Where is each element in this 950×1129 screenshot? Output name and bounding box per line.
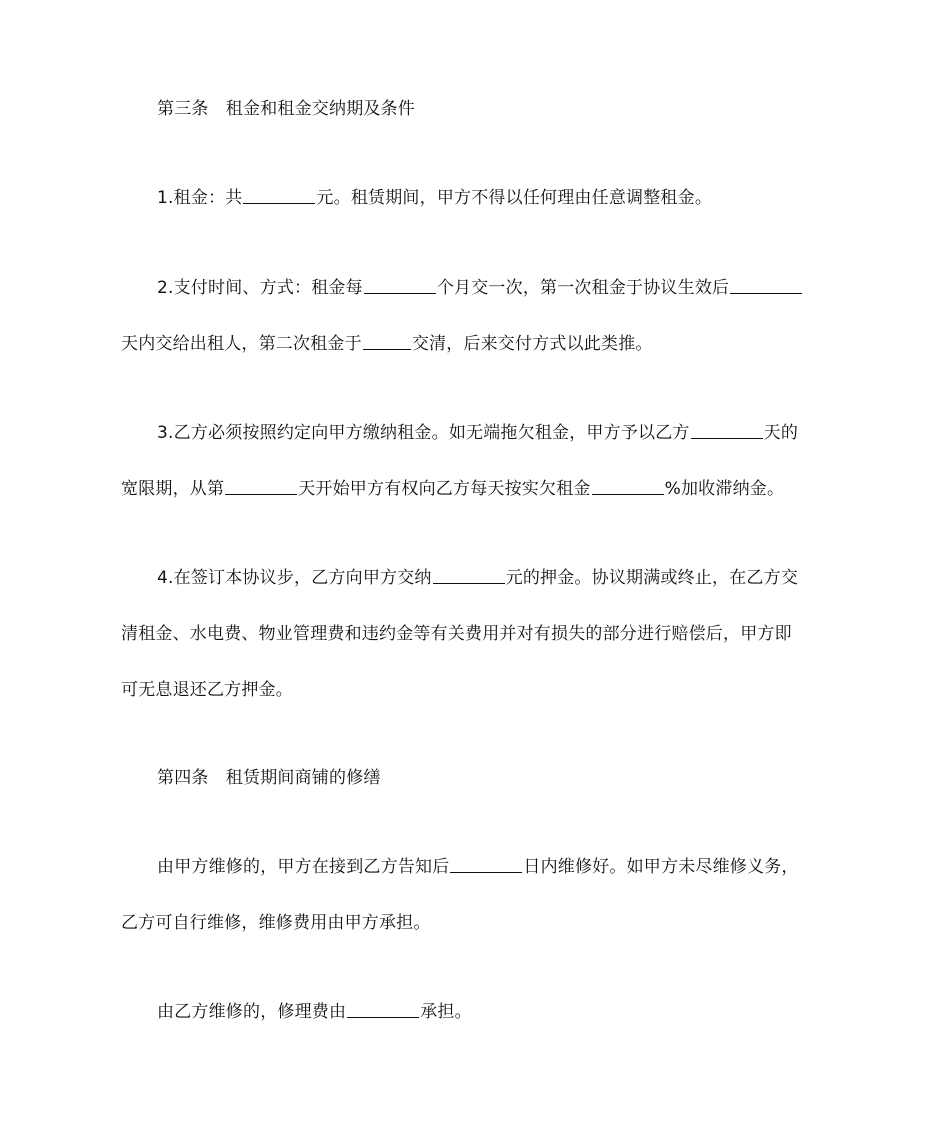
fill-blank [243,187,315,204]
clause-text: 元。租赁期间，甲方不得以任何理由任意调整租金。 [316,188,713,208]
clause-text: 天开始甲方有权向乙方每天按实欠租金 [298,479,591,499]
clause-deposit-line1 [157,566,798,590]
clause-text: 日内维修好。如甲方未尽维修义务， [523,857,799,877]
fill-blank [364,277,436,294]
clause-text: 由甲方维修的，甲方在接到乙方告知后 [157,857,450,877]
fill-blank [450,856,522,873]
clause-text: 交清，后来交付方式以此类推。 [411,334,653,354]
fill-blank [433,567,505,584]
clause-landlord-repair-line1 [157,855,799,879]
fill-blank [347,1001,419,1018]
clause-tenant-repair [157,1000,472,1024]
clause-text: 3.乙方必须按照约定向甲方缴纳租金。如无端拖欠租金，甲方予以乙方 [157,423,690,443]
fill-blank [730,277,802,294]
clause-rent-amount [157,186,712,210]
clause-late-payment-line2 [121,477,784,501]
fill-blank [592,478,664,495]
section-heading-text: 第三条 租金和租金交纳期及条件 [157,99,415,119]
clause-text: %加收滞纳金。 [664,479,785,499]
fill-blank [225,478,297,495]
clause-text: 宽限期，从第 [121,479,225,499]
clause-deposit-line2 [121,622,792,646]
clause-text: 承担。 [420,1002,472,1022]
clause-landlord-repair-line2 [121,911,431,935]
clause-text: 2.支付时间、方式：租金每 [157,278,363,298]
clause-payment-line2 [121,332,653,356]
clause-text: 元的押金。协议期满或终止，在乙方交 [505,568,799,588]
clause-text: 4.在签订本协议步，乙方向甲方交纳 [157,568,432,588]
clause-text: 清租金、水电费、物业管理费和违约金等有关费用并对有损失的部分进行赔偿后，甲方即 [121,624,792,644]
clause-text: 乙方可自行维修，维修费用由甲方承担。 [121,913,431,933]
clause-text: 1.租金：共 [157,188,243,208]
section-heading-4 [157,766,381,790]
clause-text: 天的 [763,423,799,443]
clause-late-payment-line1 [157,421,798,445]
section-heading-text: 第四条 租赁期间商铺的修缮 [157,768,381,788]
section-heading-3 [157,97,415,121]
clause-text: 由乙方维修的，修理费由 [157,1002,347,1022]
clause-text: 天内交给出租人，第二次租金于 [121,334,362,354]
clause-text: 可无息退还乙方押金。 [121,680,293,700]
fill-blank [363,333,411,350]
clause-payment-line1 [157,276,803,300]
fill-blank [691,422,763,439]
clause-text: 个月交一次，第一次租金于协议生效后 [436,278,730,298]
clause-deposit-line3 [121,678,293,702]
